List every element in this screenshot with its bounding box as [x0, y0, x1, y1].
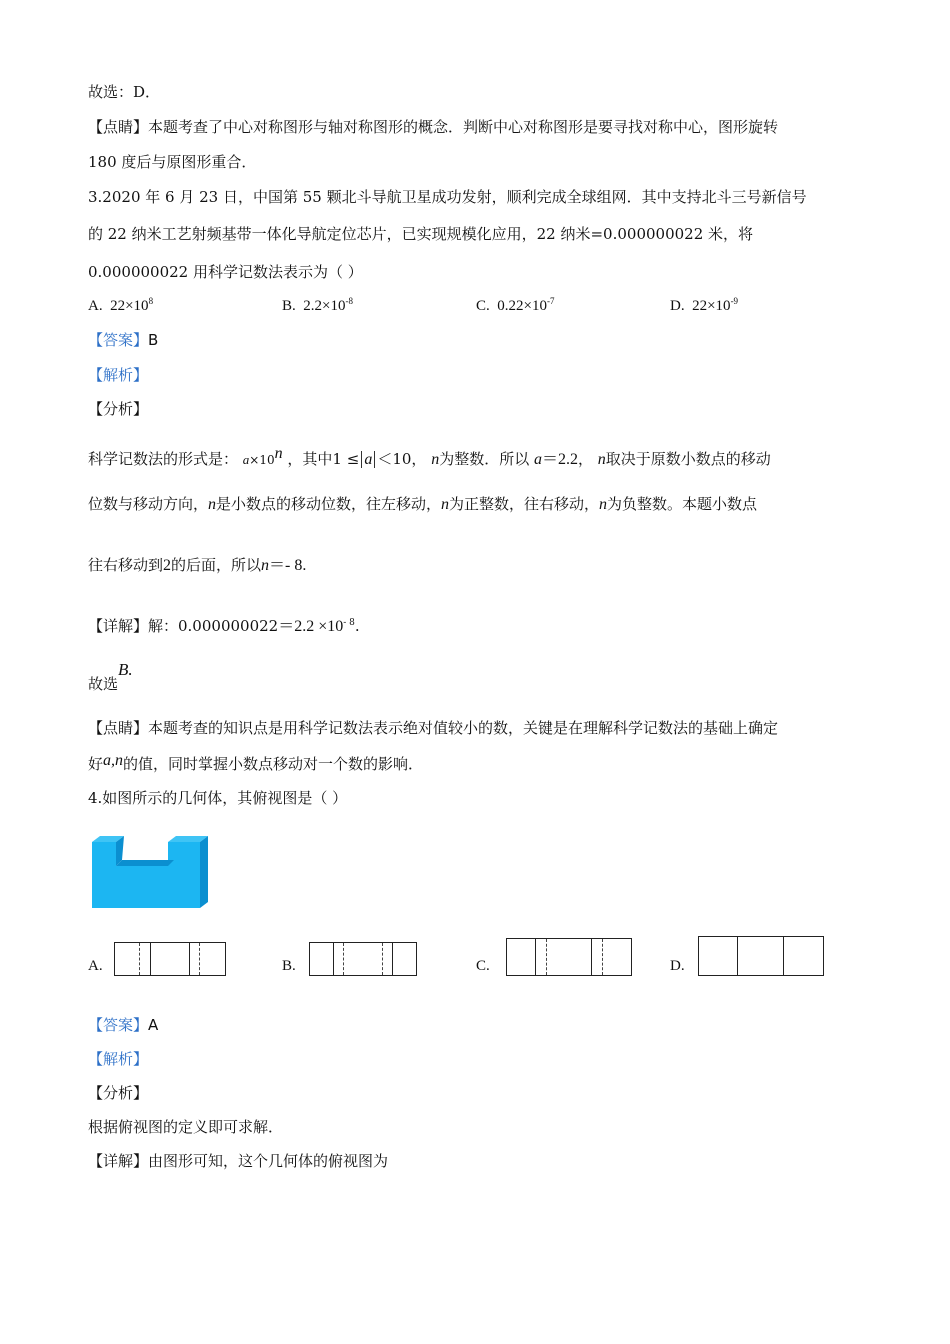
q3-option-d: D. $22\times 10^{-9}$ [670, 296, 739, 314]
answer-label: 【答案】 [88, 331, 149, 349]
q4-option-c-label: C. [476, 958, 490, 974]
q4-option-c-figure [506, 938, 632, 976]
q3-select: 故选B. [88, 660, 133, 693]
solid-side-face [200, 836, 208, 908]
q3-option-c: C. $0.22\times 10^{-7}$ [476, 296, 555, 314]
q3-analysis-line-3: 往右移动到2的后面，所以n＝- 8. [88, 556, 307, 574]
line-select-d: 故选：D． [88, 83, 161, 101]
q3-option-b: B. $2.2\times 10^{-8}$ [282, 296, 353, 314]
q4-option-a-label: A. [88, 958, 103, 974]
q3-dianjing-1: 【点睛】本题考查的知识点是用科学记数法表示绝对值较小的数，关键是在理解科学记数法的基础上确定 [88, 719, 779, 737]
q3-stem-1: 3.2020 年 6 月 23 日，中国第 55 颗北斗导航卫星成功发射，顺利完成全球组网．其中支持北斗三号新信号 [88, 188, 807, 206]
q3-stem-3: 0.000000022 用科学记数法表示为（ ） [88, 263, 363, 281]
q4-stem: 4.如图所示的几何体，其俯视图是（ ） [88, 789, 348, 807]
line-dianjing: 【点睛】本题考查了中心对称图形与轴对称图形的概念．判断中心对称图形是要寻找对称中心，图形旋转 [88, 118, 779, 136]
q3-dianjing-2: 好a,n的值，同时掌握小数点移动对一个数的影响． [88, 752, 424, 773]
solid-front-face [92, 842, 200, 908]
q4-option-d-label: D. [670, 958, 685, 974]
q4-option-a-figure [114, 942, 226, 976]
q3-fenxi: 【分析】 [88, 400, 149, 418]
q3-stem-2: 的 22 纳米工艺射频基带一体化导航定位芯片，已实现规模化应用，22 纳米=0.000000022 米，将 [88, 225, 754, 243]
q4-option-b-figure [309, 942, 417, 976]
q3-detail: 【详解】解：$0.000000022=2.2 \times 10^{- 8}$. [88, 617, 360, 635]
q3-answer: 【答案】B [88, 331, 159, 349]
q4-detail: 【详解】由图形可知，这个几何体的俯视图为 [88, 1152, 389, 1170]
q3-option-a: A. $22\times 10^8$ [88, 296, 154, 314]
q4-analysis: 根据俯视图的定义即可求解． [88, 1118, 284, 1136]
q3-jiexi: 【解析】 [88, 366, 149, 384]
line-rotate: 180 度后与原图形重合． [88, 153, 257, 171]
solid-notch-floor [116, 860, 174, 866]
q4-option-b-label: B. [282, 958, 296, 974]
q3-analysis-line-2: 位数与移动方向，n是小数点的移动位数，往左移动，n为正整数，往右移动，n为负整数。本题小数点 [88, 495, 758, 513]
q4-answer: 【答案】A [88, 1016, 159, 1034]
q3-analysis-line-1: 科学记数法的形式是： $a\times 10^n$ ，其中1 ≤ a ＜10， n为整数．所以 a＝2.2， n取决于原数小数点的移动 [88, 445, 771, 468]
geometry-solid-figure [88, 836, 214, 912]
q4-option-d-figure [698, 936, 824, 976]
q4-jiexi: 【解析】 [88, 1050, 149, 1068]
q4-fenxi: 【分析】 [88, 1084, 149, 1102]
answer-label: 【答案】 [88, 1016, 149, 1034]
